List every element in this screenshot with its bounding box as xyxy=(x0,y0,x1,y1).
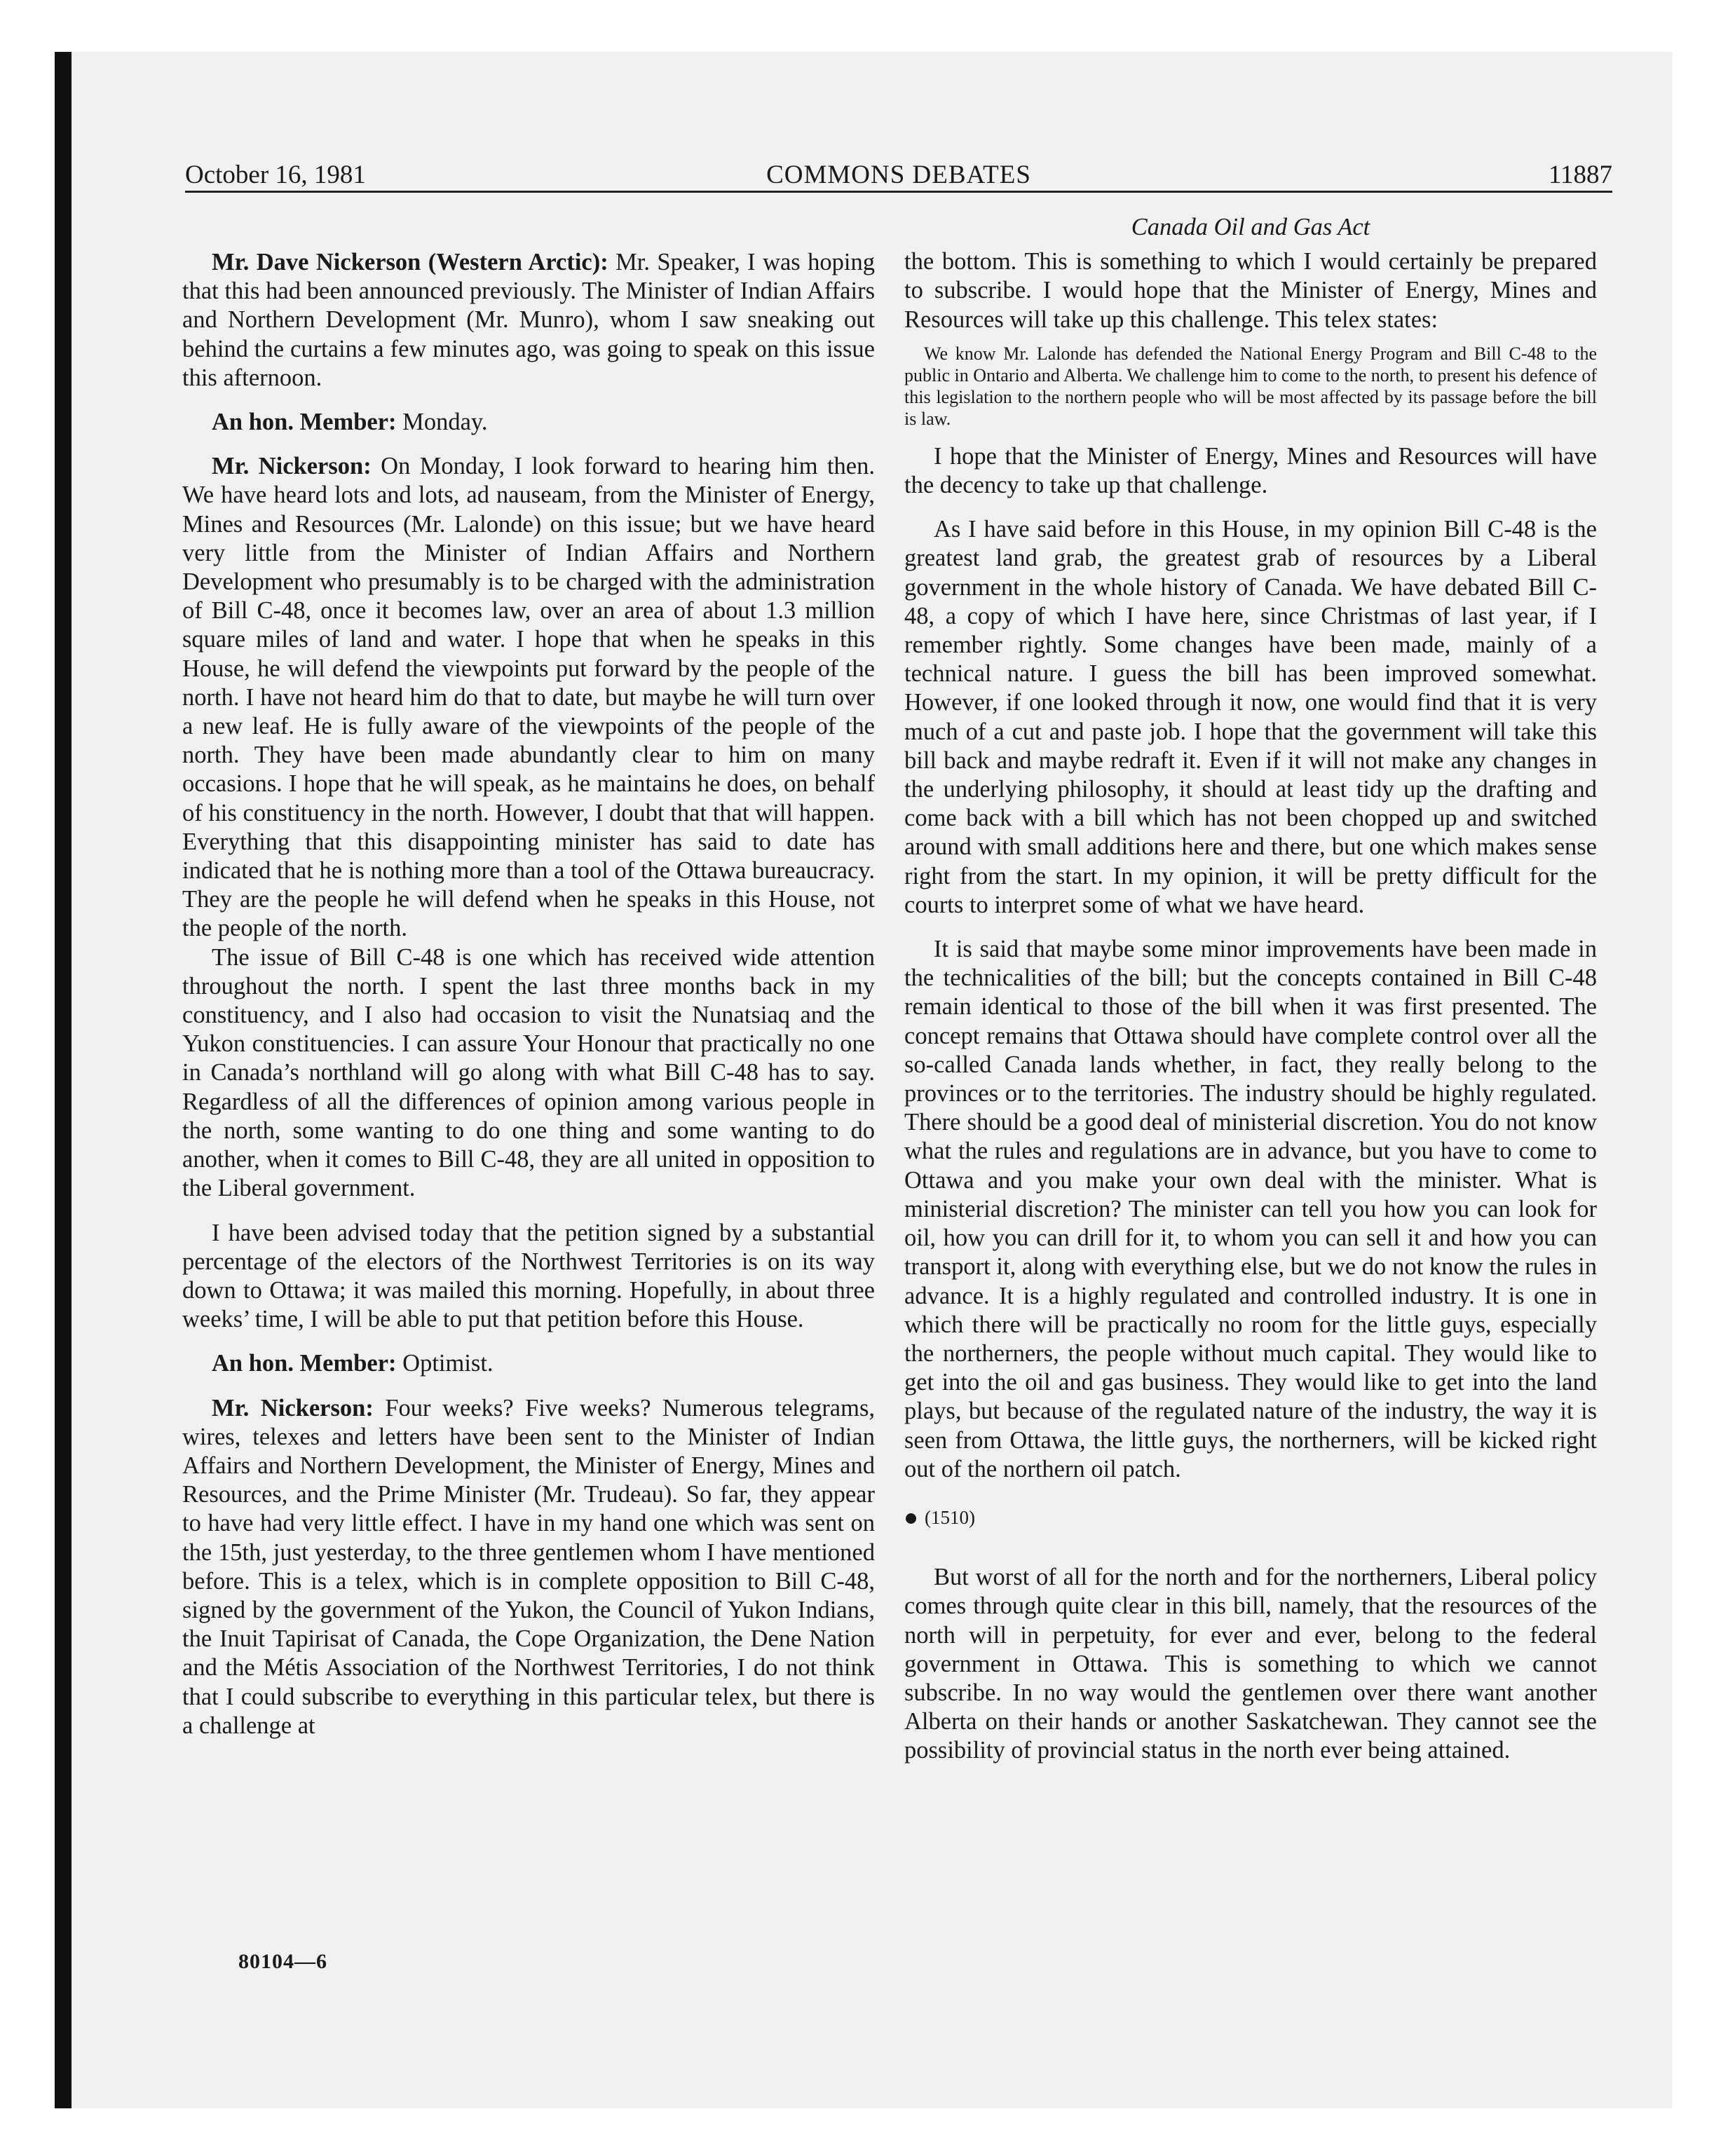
paragraph: The issue of Bill C-48 is one which has received wide attention throughout the north. I spent the last three months back in my constituency, and I also had occasion to visit the Nunatsiaq and the Yukon constituencies. I can assure Your Honour that practically no one in Canada’s northland will go along with what Bill C-48 has to say. Regardless of all the differences of opinion among various people in the north, some wanting to do one thing and some wanting to do another, when it comes to Bill C-48, they are all united in opposition to the Liberal government. xyxy=(182,943,875,1202)
paragraph xyxy=(182,1394,875,1740)
left-column xyxy=(182,248,875,1740)
section-title: Canada Oil and Gas Act xyxy=(1131,214,1370,240)
speech-text: Optimist. xyxy=(396,1350,494,1377)
paragraph: It is said that maybe some minor improvements have been made in the technicalities of the bill; but the concepts contained in Bill C-48 remain identical to those of the bill when it was first presented. The concept remains that Ottawa should have complete control over all the so-called Canada lands whether, in fact, they really belong to the provinces or to the territories. The industry should be highly regulated. There should be a good deal of ministerial discretion. You do not know what the rules and regulations are in advance, but you have to come to Ottawa and you make your own deal with the minister. What is ministerial discretion? The minister can tell you how you can look for oil, how you can drill for it, to whom you can sell it and how you can transport it, along with everything else, but we do not know the rules in advance. It is a highly regulated and controlled industry. It is one in which there will be practically no room for the little guys, especially the northerners, the people without much capital. They would like to get into the oil and gas business. They would like to get into the land plays, but because of the regulated nature of the industry, the way it is seen from Ottawa, the little guys, the northerners, will be kicked right out of the northern oil patch. xyxy=(904,936,1597,1482)
speech-text: Monday. xyxy=(396,409,488,436)
speech-text: Four weeks? Five weeks? Numerous telegrams, wires, telexes and letters have been sent to the Minister of Indian Affairs and Northern Development, the Minister of Energy, Mines and Resources, and the Prime Minister (Mr. Trudeau). So far, they appear to have had very little effect. I have in my hand one which was sent on the 15th, just yesterday, to the three gentlemen whom I have mentioned before. This is a telex, which is in complete opposition to Bill C-48, signed by the government of the Yukon, the Council of Yukon Indians, the Inuit Tapirisat of Canada, the Cope Organization, the Dene Nation and the Métis Association of the Northwest Territories, I do not think that I could subscribe to everything in this particular telex, but there is a challenge at xyxy=(182,1394,876,1739)
speaker-name: An hon. Member: xyxy=(212,1350,397,1377)
paragraph: I have been advised today that the petition signed by a substantial percentage of the electors of the Northwest Territories is on its way down to Ottawa; it was mailed this morning. Hopefully, in about three weeks’ time, I will be able to put that petition before this House. xyxy=(182,1219,875,1333)
binding-edge xyxy=(55,52,72,2108)
printer-code: 80104—6 xyxy=(238,1950,327,1973)
speech-text: Mr. Speaker, I was hoping that this had been announced previously. The Minister of Indian Affairs and Northern Development (Mr. Munro), whom I saw sneaking out behind the curtains a few minutes ago, was going to speak on this issue this afternoon. xyxy=(182,249,875,391)
header-publication: COMMONS DEBATES xyxy=(766,161,1031,189)
right-column xyxy=(904,213,1597,1766)
running-header xyxy=(185,160,1612,193)
time-marker-text: (1510) xyxy=(925,1506,975,1528)
speaker-name: Mr. Nickerson: xyxy=(212,1394,374,1421)
paragraph xyxy=(182,248,875,393)
speaker-name: Mr. Dave Nickerson (Western Arctic): xyxy=(212,249,608,275)
time-marker xyxy=(904,1503,1597,1532)
paragraph: But worst of all for the north and for the northerners, Liberal policy comes through quite clear in this bill, namely, that the resources of the north will in perpetuity, for ever and ever, belong to the federal government in Ottawa. This is something to which we cannot subscribe. In no way would the gentlemen over there want another Alberta on their hands or another Saskatchewan. They cannot see the possibility of provincial status in the north ever being attained. xyxy=(904,1564,1597,1764)
speaker-name: An hon. Member: xyxy=(212,409,397,436)
header-date: October 16, 1981 xyxy=(185,161,366,189)
speaker-name: Mr. Nickerson: xyxy=(212,453,372,480)
header-page-number: 11887 xyxy=(1548,161,1612,189)
paragraph: the bottom. This is something to which I would certainly be prepared to subscribe. I would hope that the Minister of Energy, Mines and Resources will take up this challenge. This telex states: xyxy=(904,248,1597,333)
quoted-telex: We know Mr. Lalonde has defended the National Energy Program and Bill C-48 to the public in Ontario and Alberta. We challenge him to come to the north, to present his defence of this legislation to the northern people who will be most affected by its passage before the bill is law. xyxy=(904,343,1597,429)
paragraph: I hope that the Minister of Energy, Mines and Resources will have the decency to take up that challenge. xyxy=(904,442,1597,499)
paragraph xyxy=(182,452,875,943)
bullet-icon xyxy=(906,1513,916,1524)
paragraph xyxy=(182,1349,875,1378)
paragraph: As I have said before in this House, in my opinion Bill C-48 is the greatest land grab, the greatest grab of resources by a Liberal government in the whole history of Canada. We have debated Bill C-48, a copy of which I have here, since Christmas of last year, if I remember rightly. Some changes have been made, mainly of a technical nature. I guess the bill has been improved somewhat. However, if one looked through it now, one would find that it is very much of a cut and paste job. I hope that the government will take this bill back and maybe redraft it. Even if it will not make any changes in the underlying philosophy, it should at least tidy up the drafting and come back with a bill which has not been chopped up and switched around with small additions here and there, but one which makes sense right from the start. In my opinion, it will be pretty difficult for the courts to interpret some of what we have heard. xyxy=(904,516,1597,918)
speech-text: On Monday, I look forward to hearing him then. We have heard lots and lots, ad nauseam, from the Minister of Energy, Mines and Resources (Mr. Lalonde) on this issue; but we have heard very little from the Minister of Indian Affairs and Northern Development who presumably is to be charged with the administration of Bill C-48, once it becomes law, over an area of about 1.3 million square miles of land and water. I hope that when he speaks in this House, he will defend the viewpoints put forward by the people of the north. I have not heard him do that to date, but maybe he will turn over a new leaf. He is fully aware of the viewpoints of the people of the north. They have been made abundantly clear to him on many occasions. I hope that he will speak, as he maintains he does, on behalf of his constituency in the north. However, I doubt that that will happen. Everything that this disappointing minister has said to date has indicated that he is nothing more than a tool of the Ottawa bureaucracy. They are the people he will defend when he speaks in this House, not the people of the north. xyxy=(182,453,875,942)
paragraph xyxy=(182,408,875,437)
